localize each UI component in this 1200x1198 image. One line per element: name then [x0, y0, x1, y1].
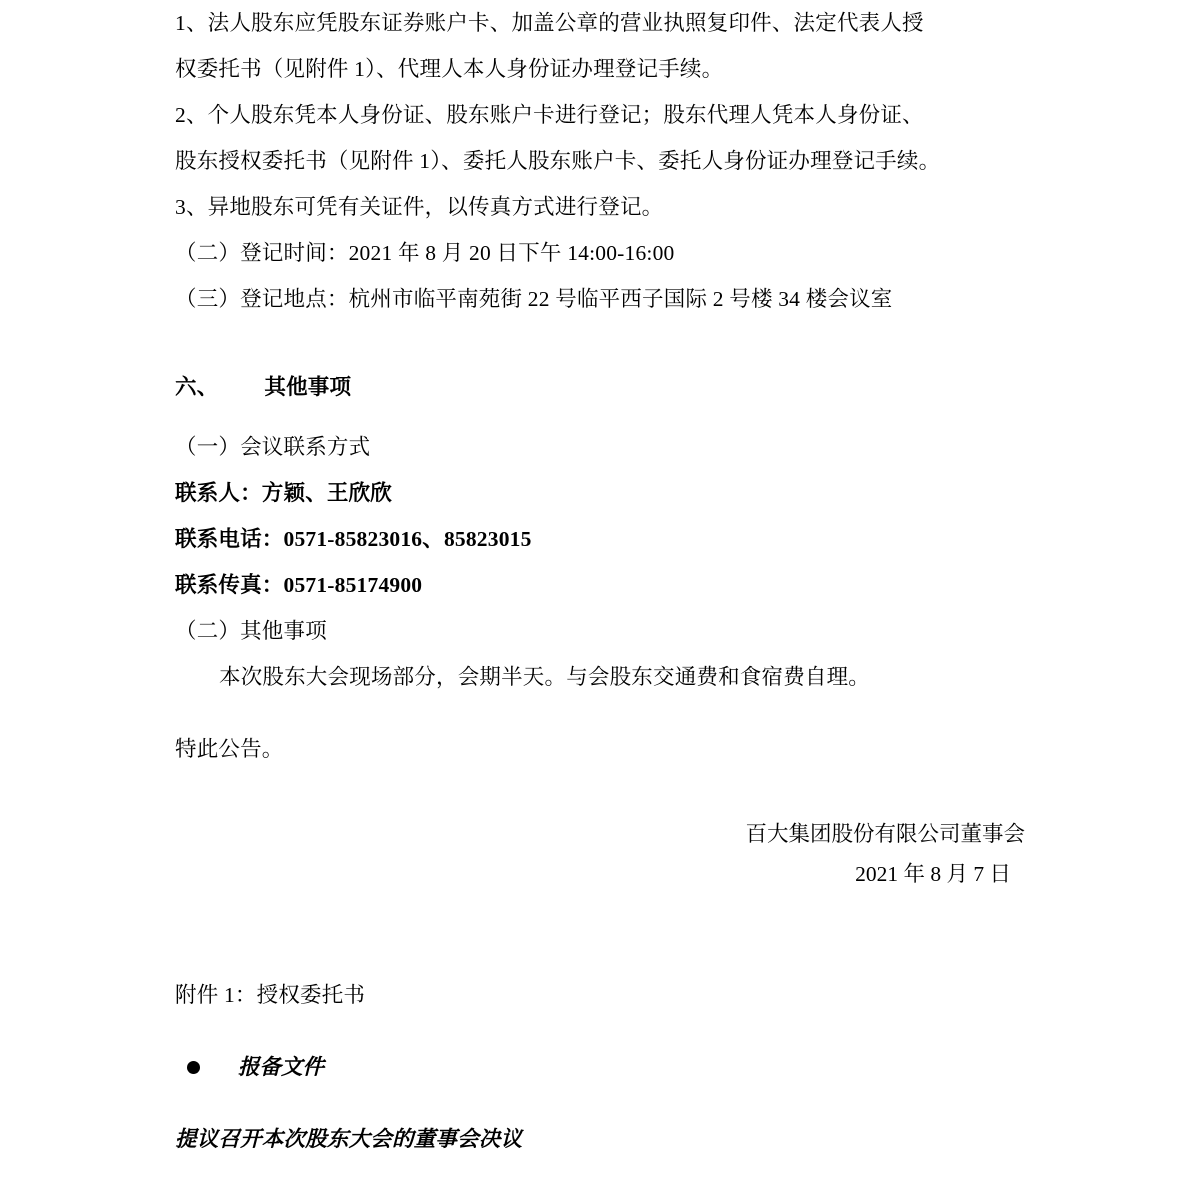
bullet-icon — [187, 1061, 200, 1074]
contact-person: 联系人：方颖、王欣欣 — [175, 481, 393, 505]
spacer-after-section-six — [175, 410, 1025, 424]
other-matters-heading: （二）其他事项 — [175, 619, 327, 643]
other-matters-body: 本次股东大会现场部分，会期半天。与会股东交通费和食宿费自理。 — [219, 665, 871, 689]
registration-place: （三）登记地点：杭州市临平南苑街 22 号临平西子国际 2 号楼 34 楼会议室 — [175, 287, 893, 311]
spacer-before-filing-item — [175, 1090, 1025, 1116]
registration-requirement-line-3: 2、个人股东凭本人身份证、股东账户卡进行登记；股东代理人凭本人身份证、 — [175, 103, 924, 127]
spacer-before-filing — [175, 1018, 1025, 1044]
spacer-before-signature — [175, 772, 1025, 814]
contact-phone: 联系电话：0571-85823016、85823015 — [175, 527, 532, 551]
signature-company: 百大集团股份有限公司董事会 — [745, 822, 1025, 846]
announcement-note: 特此公告。 — [175, 737, 284, 761]
filing-item: 提议召开本次股东大会的董事会决议 — [175, 1127, 523, 1151]
signature-block — [175, 814, 1025, 894]
section-six-title: 其他事项 — [264, 375, 352, 399]
signature-date: 2021 年 8 月 7 日 — [855, 862, 1011, 886]
contact-fax: 联系传真：0571-85174900 — [175, 573, 423, 597]
section-six-number: 六、 — [175, 375, 219, 399]
registration-requirement-line-5: 3、异地股东可凭有关证件，以传真方式进行登记。 — [175, 195, 664, 219]
registration-requirement-line-4: 股东授权委托书（见附件 1）、委托人股东账户卡、委托人身份证办理登记手续。 — [175, 149, 941, 173]
filing-heading: 报备文件 — [238, 1055, 325, 1079]
contact-heading: （一）会议联系方式 — [175, 435, 371, 459]
spacer-before-section-six — [175, 322, 1025, 364]
filing-heading-row — [175, 1044, 1025, 1090]
registration-time: （二）登记时间：2021 年 8 月 20 日下午 14:00-16:00 — [175, 241, 675, 265]
spacer-before-announcement — [175, 700, 1025, 726]
section-six-heading — [175, 364, 1025, 410]
attachment-label: 附件 1：授权委托书 — [175, 983, 366, 1007]
spacer-before-attachment — [175, 894, 1025, 972]
registration-requirement-line-2: 权委托书（见附件 1）、代理人本人身份证办理登记手续。 — [175, 57, 724, 81]
registration-requirement-line-1: 1、法人股东应凭股东证券账户卡、加盖公章的营业执照复印件、法定代表人授 — [175, 11, 924, 35]
